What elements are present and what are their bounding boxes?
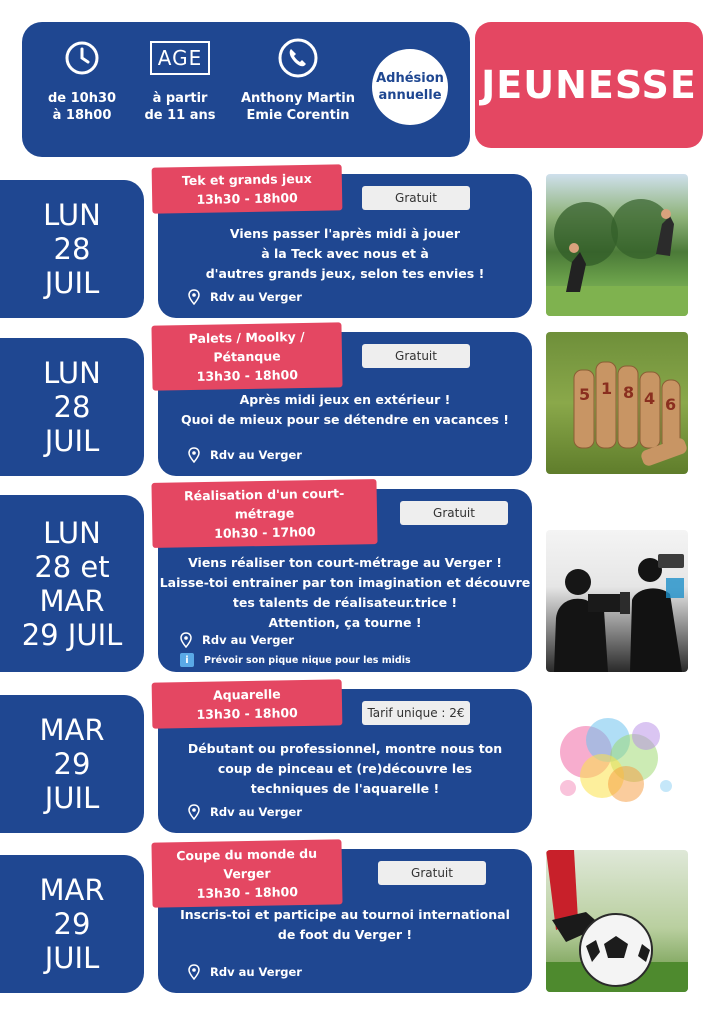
location-text: Rdv au Verger bbox=[210, 290, 302, 304]
contacts-block bbox=[236, 36, 360, 124]
ultimate-frisbee-photo bbox=[546, 174, 688, 316]
watercolor-splash-image bbox=[546, 700, 688, 832]
phone-icon bbox=[236, 36, 360, 80]
location bbox=[180, 632, 294, 648]
note-text: Prévoir son pique nique pour les midis bbox=[204, 654, 411, 666]
schedule-block bbox=[38, 36, 126, 124]
age-text: à partir de 11 ans bbox=[144, 91, 216, 123]
activity-card bbox=[158, 845, 532, 993]
svg-text:6: 6 bbox=[665, 395, 677, 414]
activity-card bbox=[158, 485, 532, 672]
activity-date: MAR 29 JUIL bbox=[0, 695, 144, 833]
activity-card bbox=[158, 328, 532, 476]
price-badge: Tarif unique : 2€ bbox=[362, 701, 470, 725]
location-pin-icon bbox=[188, 964, 200, 980]
activity-title: Tek et grands jeux 13h30 - 18h00 bbox=[152, 164, 343, 213]
activity-date: LUN 28 JUIL bbox=[0, 180, 144, 318]
activity-date: LUN 28 et MAR 29 JUIL bbox=[0, 495, 144, 672]
clock-icon bbox=[38, 36, 126, 80]
price-badge: Gratuit bbox=[362, 344, 470, 368]
activity-description: Inscris-toi et participe au tournoi international de foot du Verger ! bbox=[180, 907, 510, 942]
location bbox=[188, 804, 302, 820]
location-text: Rdv au Verger bbox=[210, 805, 302, 819]
svg-text:4: 4 bbox=[644, 389, 656, 408]
activity-date: MAR 29 JUIL bbox=[0, 855, 144, 993]
price-badge: Gratuit bbox=[400, 501, 508, 525]
location-text: Rdv au Verger bbox=[210, 965, 302, 979]
location-pin-icon bbox=[188, 289, 200, 305]
soccer-ball-photo bbox=[546, 850, 688, 992]
schedule-text: de 10h30 à 18h00 bbox=[47, 91, 117, 123]
activity-description: Viens passer l'après midi à jouer à la Teck avec nous et à d'autres grands jeux, selon tes envies ! bbox=[205, 226, 485, 281]
location-pin-icon bbox=[188, 447, 200, 463]
location-text: Rdv au Verger bbox=[210, 448, 302, 462]
info-header bbox=[22, 22, 470, 157]
activity-description: Débutant ou professionnel, montre nous ton coup de pinceau et (re)découvre les techniques de l'aquarelle ! bbox=[187, 741, 503, 796]
activity-title: Réalisation d'un court-métrage 10h30 - 17h00 bbox=[151, 479, 377, 548]
svg-text:5: 5 bbox=[579, 385, 591, 404]
age-block bbox=[134, 36, 226, 124]
location bbox=[188, 964, 302, 980]
activity-title: Aquarelle 13h30 - 18h00 bbox=[152, 679, 343, 728]
info-icon: i bbox=[180, 653, 194, 667]
svg-text:1: 1 bbox=[601, 379, 613, 398]
price-badge: Gratuit bbox=[378, 861, 486, 885]
film-crew-photo bbox=[546, 530, 688, 672]
age-icon bbox=[134, 36, 226, 80]
activity-description: Viens réaliser ton court-métrage au Verger ! Laisse-toi entrainer par ton imagination et découvre tes talents de réalisateur.trice ! Attention, ça tourne ! bbox=[159, 555, 531, 630]
activity-date: LUN 28 JUIL bbox=[0, 338, 144, 476]
activity-card bbox=[158, 170, 532, 318]
activity-card bbox=[158, 686, 532, 833]
price-badge: Gratuit bbox=[362, 186, 470, 210]
activity-description: Après midi jeux en extérieur ! Quoi de mieux pour se détendre en vacances ! bbox=[180, 392, 509, 427]
activity-title: Palets / Moolky / Pétanque 13h30 - 18h00 bbox=[151, 322, 342, 390]
activity-note bbox=[180, 653, 411, 667]
location-text: Rdv au Verger bbox=[202, 633, 294, 647]
contacts-text: Anthony Martin Emie Corentin bbox=[240, 91, 356, 123]
location-pin-icon bbox=[188, 804, 200, 820]
age-icon-label: AGE bbox=[150, 41, 210, 75]
membership-badge: Adhésion annuelle bbox=[372, 49, 448, 125]
activity-title: Coupe du monde du Verger 13h30 - 18h00 bbox=[151, 839, 342, 907]
section-title-box bbox=[475, 22, 703, 148]
section-title: JEUNESSE bbox=[481, 63, 697, 107]
location-pin-icon bbox=[180, 632, 192, 648]
location bbox=[188, 447, 302, 463]
location bbox=[188, 289, 302, 305]
molkky-pins-photo bbox=[546, 332, 688, 474]
svg-text:8: 8 bbox=[623, 383, 635, 402]
